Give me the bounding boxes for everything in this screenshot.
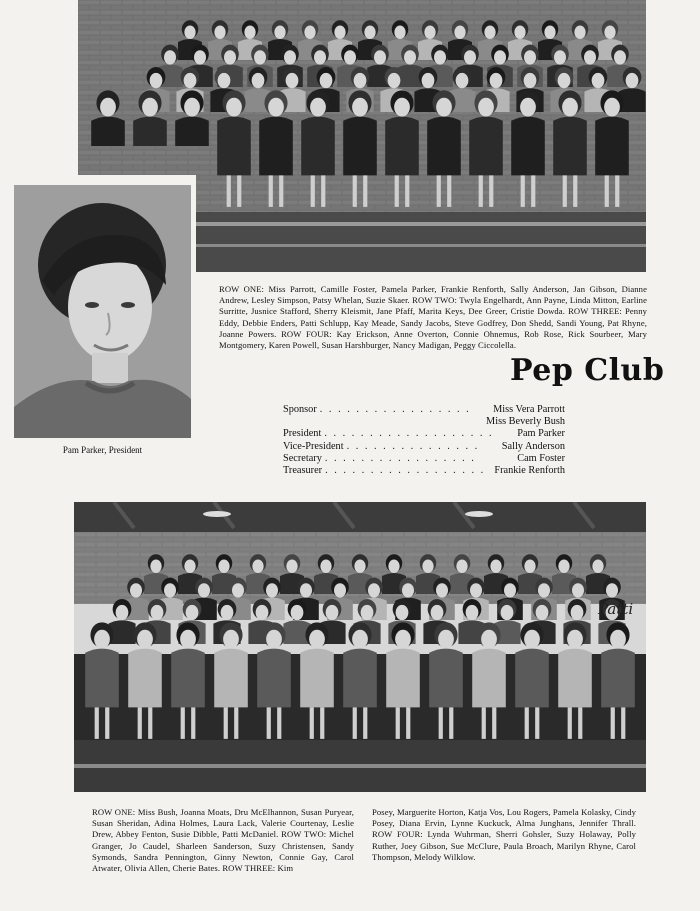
caption-bottom-photo-right: Posey, Marguerite Horton, Katja Vos, Lou Rogers, Pamela Kolasky, Cindy Posey, Diana Ervin, Lynne Kuckuck, Alma Junghans, Jennifer Thrall. ROW FOUR: Lynda Wuhrman, Sherri Gohsler, Suzy Holaway, Polly Ruther, Joey Gibson, Sue McClure, Paula Broach, Marilyn Rhyne, Carol Thompson, Melody Wilklow.: [372, 807, 636, 862]
portrait-photo: [14, 185, 191, 438]
officer-row: [283, 428, 565, 440]
officer-row: [283, 416, 565, 428]
caption-bottom-photo-left: ROW ONE: Miss Bush, Joanna Moats, Dru McElhannon, Susan Puryear, Susan Sheridan, Adina Holmes, Laura Lack, Valerie Courtenay, Leslie Drew, Abbey Fenton, Susie Dibble, Patti McDaniel. ROW TWO: Michel Granger, Jo Caudel, Sharleen Sanderson, Suzy Christensen, Sandy Symonds, Sandra Pennington, Ginny Newton, Connie Gay, Carol Atwater, Olivia Allen, Cherie Bates. ROW THREE: Kim: [92, 807, 354, 874]
officer-role: Secretary: [283, 452, 322, 464]
officer-name: Miss Beverly Bush: [486, 416, 565, 428]
page-title: Pep Club: [510, 353, 665, 388]
leader-dots: . . . . . . . . . . . . . . . . . .: [325, 465, 486, 477]
caption-top-photo: ROW ONE: Miss Parrott, Camille Foster, Pamela Parker, Frankie Renforth, Sally Anderson, Jan Gibson, Dianne Andrew, Lesley Simpson, Patsy Whelan, Suzie Skaer. ROW TWO: Twyla Engelhardt, Ann Payne, Linda Mitton, Earline Surritte, Jusnice Stafford, Sherry Kleismit, Jane Pfaff, Marita Keys, Dee Greer, Cristie Dowda. ROW THREE: Penny Eddy, Debbie Enders, Patti Schlupp, Kay Meade, Sandy Jacobs, Steve Godfrey, Don Shedd, Sandi Young, Pat Rhyne, Joanne Powers. ROW FOUR: Kay Erickson, Anne Overton, Connie Ohnemus, Rob Rose, Rick Sourbeer, Mary Montgomery, Karen Powell, Susan Harshburger, Nancy Madigan, Peggy Ciccolella.: [219, 284, 647, 351]
leader-dots: . . . . . . . . . . . . . . . . .: [324, 452, 476, 464]
officer-row: [283, 453, 565, 465]
officer-row: [283, 441, 565, 453]
officer-role: President: [283, 428, 322, 440]
officer-name: Frankie Renforth: [494, 465, 565, 477]
officer-name: Pam Parker: [517, 428, 565, 440]
officer-role: Sponsor: [283, 404, 317, 415]
signature: Patti: [598, 600, 634, 618]
officer-role: Vice-President: [283, 440, 344, 452]
officer-name: Sally Anderson: [501, 440, 565, 452]
portrait-caption: Pam Parker, President: [62, 445, 143, 455]
officer-name: Cam Foster: [517, 452, 565, 464]
officer-row: [283, 404, 565, 416]
leader-dots: . . . . . . . . . . . . . . . . . . .: [324, 428, 494, 440]
leader-dots: . . . . . . . . . . . . . . . . .: [319, 404, 471, 415]
officers-list: [283, 404, 565, 477]
officer-role: Treasurer: [283, 465, 323, 477]
group-photo-bottom: [74, 502, 646, 792]
leader-dots: . . . . . . . . . . . . . . .: [346, 440, 480, 452]
officer-name: Miss Vera Parrott: [493, 404, 565, 415]
officer-row: [283, 465, 565, 477]
